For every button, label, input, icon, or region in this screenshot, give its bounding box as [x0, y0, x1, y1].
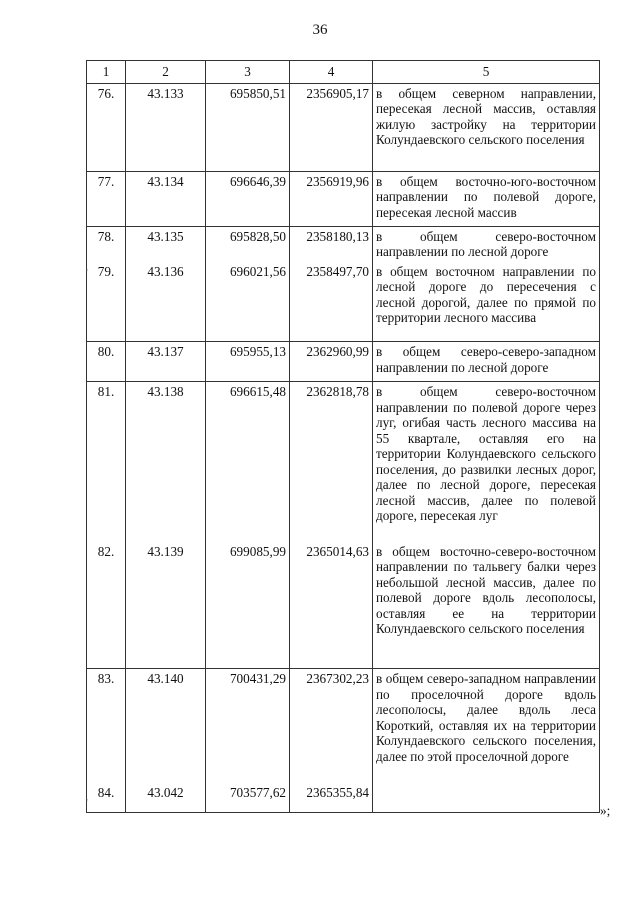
- point-code: 43.135: [126, 226, 206, 262]
- coordinate-x: 695828,50: [206, 226, 290, 262]
- coordinate-y: 2356919,96: [290, 171, 373, 226]
- point-code: 43.137: [126, 342, 206, 382]
- row-number: 80.: [87, 342, 126, 382]
- table-row: [87, 342, 600, 382]
- coordinate-x: 696021,56: [206, 262, 290, 342]
- header-col-1: 1: [87, 61, 126, 84]
- row-number: 84.: [87, 783, 126, 813]
- point-code: 43.138: [126, 382, 206, 542]
- row-number: 77.: [87, 171, 126, 226]
- row-number: 83.: [87, 669, 126, 783]
- row-number: 81.: [87, 382, 126, 542]
- point-code: 43.140: [126, 669, 206, 783]
- coordinate-x: 696615,48: [206, 382, 290, 542]
- boundary-description: [373, 783, 600, 813]
- row-number: 76.: [87, 83, 126, 171]
- page-number: 36: [312, 22, 328, 38]
- row-number: 79.: [87, 262, 126, 342]
- row-number: 78.: [87, 226, 126, 262]
- header-col-2: 2: [126, 61, 206, 84]
- point-code: 43.139: [126, 542, 206, 669]
- coordinate-y: 2365014,63: [290, 542, 373, 669]
- coordinate-x: 695955,13: [206, 342, 290, 382]
- table-row: [87, 83, 600, 171]
- coordinate-x: 696646,39: [206, 171, 290, 226]
- margin-dot: ': [86, 798, 88, 809]
- boundary-description: в общем северо-восточном направлении по полевой дороге через луг, огибая часть лесного массива на 55 квартале, оставляя его на территории Колундаевского сельского поселения, до развилки лесных дорог, далее по лесной дороге, пересекая лесной массив, далее по полевой дороге, пересекая луг: [373, 382, 600, 542]
- point-code: 43.042: [126, 783, 206, 813]
- boundary-description: в общем северо-восточном направлении по лесной дороге: [373, 226, 600, 262]
- boundary-description: в общем восточно-юго-восточном направлении по полевой дороге, пересекая лесной массив: [373, 171, 600, 226]
- table-header-row: [87, 61, 600, 84]
- boundary-description: в общем восточном направлении по лесной дороге до пересечения с лесной дорогой, далее по прямой по территории лесного массива: [373, 262, 600, 342]
- table-row: [87, 226, 600, 262]
- point-code: 43.134: [126, 171, 206, 226]
- table-row: [87, 783, 600, 813]
- table-row: [87, 171, 600, 226]
- coordinate-x: 703577,62: [206, 783, 290, 813]
- coordinate-x: 699085,99: [206, 542, 290, 669]
- point-code: 43.133: [126, 83, 206, 171]
- header-col-4: 4: [290, 61, 373, 84]
- table-row: [87, 542, 600, 669]
- table-row: [87, 669, 600, 783]
- table-row: [87, 382, 600, 542]
- boundary-description: в общем северном направлении, пересекая лесной массив, оставляя жилую застройку на территории Колундаевского сельского поселения: [373, 83, 600, 171]
- boundary-description: в общем восточно-северо-восточном направлении по тальвегу балки через небольшой лесной массив, далее по полевой дороге вдоль лесополосы, оставляя ее на территории Колундаевского сельского поселения: [373, 542, 600, 669]
- header-col-3: 3: [206, 61, 290, 84]
- boundary-table: [86, 60, 600, 813]
- coordinate-y: 2367302,23: [290, 669, 373, 783]
- coordinate-y: 2365355,84: [290, 783, 373, 813]
- margin-dot: ': [86, 268, 88, 279]
- table-row: [87, 262, 600, 342]
- coordinate-y: 2358497,70: [290, 262, 373, 342]
- coordinate-y: 2358180,13: [290, 226, 373, 262]
- closing-quote-mark: »;: [600, 803, 611, 818]
- table-body: [87, 83, 600, 813]
- boundary-description: в общем северо-северо-западном направлении по лесной дороге: [373, 342, 600, 382]
- point-code: 43.136: [126, 262, 206, 342]
- coordinate-y: 2362960,99: [290, 342, 373, 382]
- row-number: 82.: [87, 542, 126, 669]
- coordinate-y: 2362818,78: [290, 382, 373, 542]
- boundary-description: в общем северо-западном направлении по проселочной дороге вдоль лесополосы, далее вдоль леса Короткий, оставляя их на территории Колундаевского сельского поселения, далее по этой проселочной дороге: [373, 669, 600, 783]
- header-col-5: 5: [373, 61, 600, 84]
- coordinate-y: 2356905,17: [290, 83, 373, 171]
- coordinate-x: 695850,51: [206, 83, 290, 171]
- coordinate-x: 700431,29: [206, 669, 290, 783]
